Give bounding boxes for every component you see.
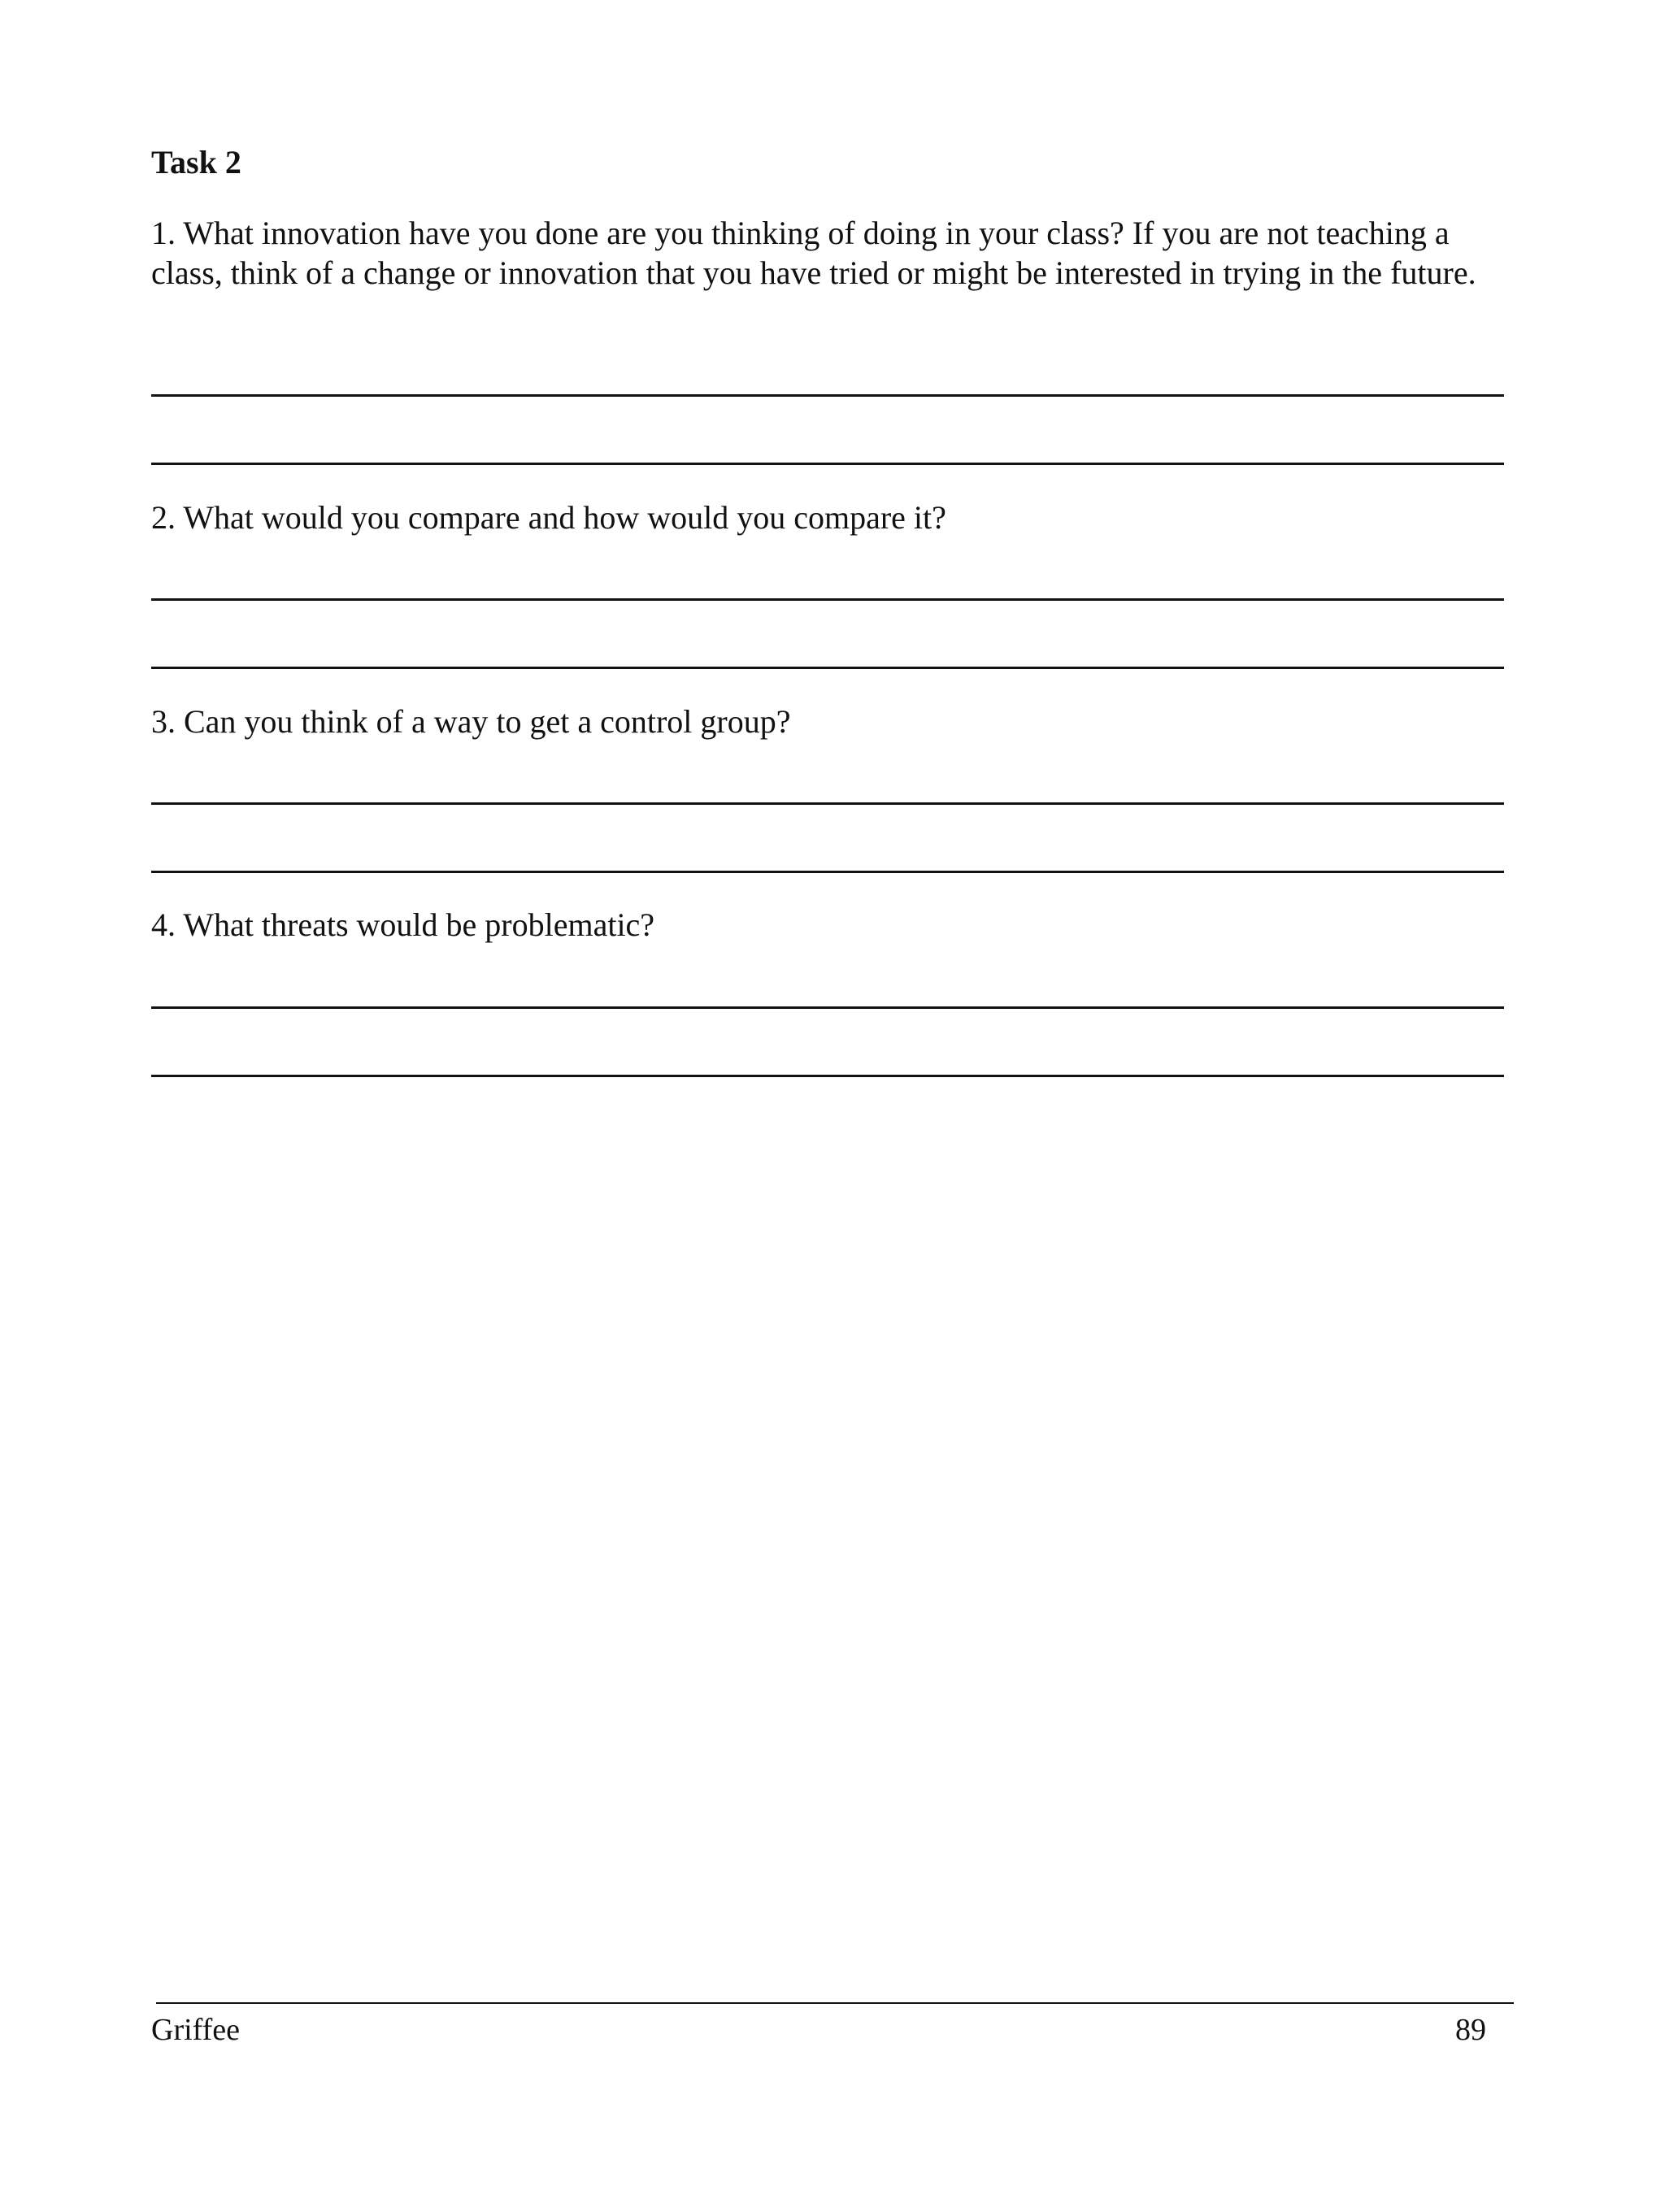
answer-line-2b xyxy=(151,667,1504,669)
answer-line-3a xyxy=(151,802,1504,805)
footer-author: Griffee xyxy=(151,2013,241,2047)
question-4: 4. What threats would be problematic? xyxy=(151,906,655,943)
answer-line-3b xyxy=(151,871,1504,873)
answer-line-4b xyxy=(151,1075,1504,1077)
answer-line-4a xyxy=(151,1006,1504,1009)
answer-line-2a xyxy=(151,598,1504,601)
question-2: 2. What would you compare and how would you compare it? xyxy=(151,499,946,536)
question-1: 1. What innovation have you done are you thinking of doing in your class? If you are not teaching a class, think of a change or innovation that you have tried or might be interested in trying in the future. xyxy=(151,215,1476,291)
footer-rule xyxy=(156,2002,1514,2004)
question-3: 3. Can you think of a way to get a control group? xyxy=(151,703,791,740)
page-number: 89 xyxy=(1455,2013,1486,2047)
answer-line-1a xyxy=(151,394,1504,397)
answer-line-1b xyxy=(151,463,1504,465)
task-title: Task 2 xyxy=(151,144,241,180)
